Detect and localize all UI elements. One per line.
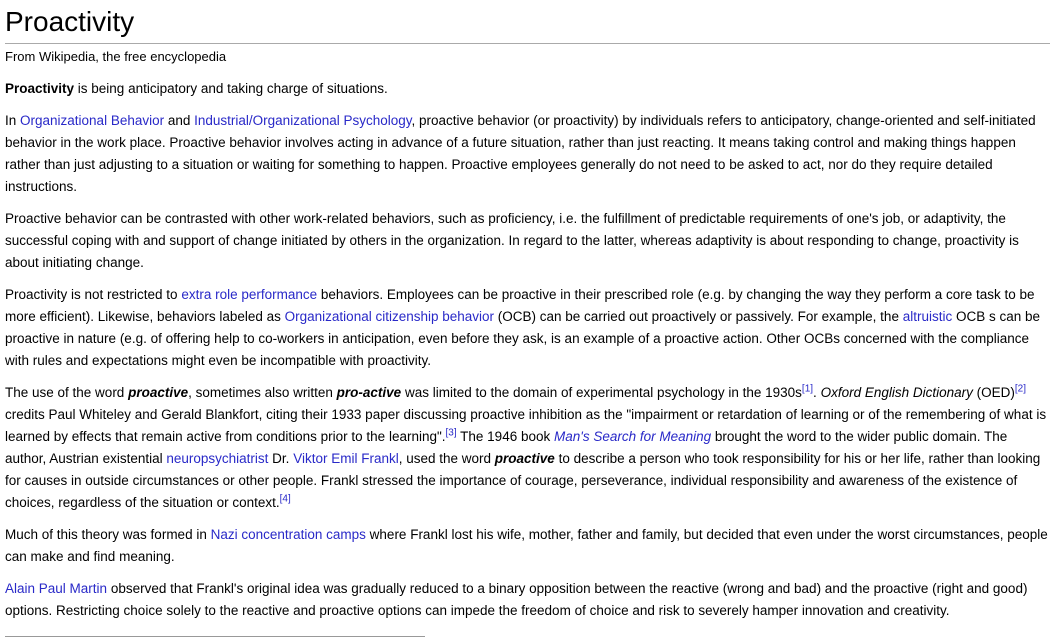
article-body	[5, 78, 1050, 622]
wiki-link[interactable]: Organizational citizenship behavior	[284, 309, 495, 324]
wiki-link[interactable]: Man's Search for Meaning	[553, 429, 712, 444]
text-segment: Much of this theory was formed in	[5, 527, 211, 542]
text-segment: , sometimes also written	[188, 385, 337, 400]
text-segment: behaviors. Employees can be proactive in their prescribed role (e.g. by changing the way they perform a core task to be more efficient). Likewise, behaviors labeled as	[5, 287, 1035, 324]
wiki-link[interactable]: neuropsychiatrist	[166, 451, 269, 466]
paragraph-7	[5, 578, 1050, 622]
text-segment: credits Paul Whiteley and Gerald Blankfort, citing their 1933 paper discussing proactive inhibition as the "impairment or retardation of learning or of the remembering of what is learned by effects that remain active from conditions prior to the learning".	[5, 407, 1047, 444]
text-segment: , proactive behavior (or proactivity) by individuals refers to anticipatory, change-oriented and self-initiated behavior in the work place. Proactive behavior involves acting in advance of a future situation, rather than just reacting. It means taking control and making things happen rather than just adjusting to a situation or waiting for something to happen. Proactive employees generally do not need to be asked to act, nor do they require detailed instructions.	[5, 113, 1036, 194]
text-segment: The 1946 book	[456, 429, 554, 444]
wiki-link[interactable]: Industrial/Organizational Psychology	[194, 113, 412, 128]
page-title: Proactivity	[5, 6, 1050, 44]
text-segment: and	[164, 113, 195, 128]
paragraph-5	[5, 382, 1050, 514]
reference-link[interactable]: [4]	[279, 493, 291, 505]
text-segment: where Frankl lost his wife, mother, father and family, but decided that even under the worst circumstances, people can make and find meaning.	[5, 527, 1048, 564]
text-segment: OCB s can be proactive in nature (e.g. of offering help to co-workers in anticipation, even before they ask, is an example of a proactive action. Other OCBs concerned with the compliance with rules and expectations might even be incompatible with proactivity.	[5, 309, 1041, 368]
text-segment: observed that Frankl's original idea was gradually reduced to a binary opposition between the reactive (wrong and bad) and the proactive (right and good) options. Restricting choice solely to the reactive and proactive options can impede the freedom of choice and risk to severely hamper innovation and creativity.	[5, 581, 1028, 618]
paragraph-3	[5, 208, 1050, 274]
text-segment: .	[813, 385, 821, 400]
text-segment: pro-active	[336, 385, 402, 400]
text-segment: In	[5, 113, 21, 128]
wiki-link[interactable]: Organizational Behavior	[20, 113, 165, 128]
text-segment: Proactive behavior can be contrasted with other work-related behaviors, such as proficiency, i.e. the fulfillment of predictable requirements of one's job, or adaptivity, the successful coping with and support of change initiated by others in the organization. In regard to the latter, whereas adaptivity is about responding to change, proactivity is about initiating change.	[5, 211, 1019, 270]
text-segment: (OCB) can be carried out proactively or passively. For example, the	[494, 309, 903, 324]
paragraph-2	[5, 110, 1050, 198]
site-subtitle: From Wikipedia, the free encyclopedia	[5, 49, 227, 64]
reference-link[interactable]: [1]	[801, 383, 814, 395]
wiki-link[interactable]: Alain Paul Martin	[5, 581, 108, 596]
text-segment: Oxford English Dictionary	[820, 385, 973, 400]
text-segment: (OED)	[972, 385, 1015, 400]
text-segment: brought the word to the wider public domain. The author, Austrian existential	[5, 429, 1008, 466]
text-segment: is being anticipatory and taking charge of situations.	[74, 81, 388, 96]
text-segment: Proactivity	[5, 81, 75, 96]
reference-link[interactable]: [2]	[1014, 383, 1026, 395]
text-segment: Proactivity is not restricted to	[5, 287, 182, 302]
wiki-link[interactable]: altruistic	[902, 309, 953, 324]
text-segment: was limited to the domain of experimental psychology in the 1930s	[401, 385, 802, 400]
text-segment: , used the word	[398, 451, 495, 466]
reference-link[interactable]: [3]	[445, 427, 457, 439]
wiki-link[interactable]: Nazi concentration camps	[210, 527, 366, 542]
text-segment: proactive	[494, 451, 555, 466]
wiki-link[interactable]: extra role performance	[181, 287, 318, 302]
text-segment: Dr.	[268, 451, 294, 466]
paragraph-6	[5, 524, 1050, 568]
text-segment: proactive	[128, 385, 189, 400]
paragraph-4	[5, 284, 1050, 372]
text-segment: The use of the word	[5, 385, 129, 400]
paragraph-1	[5, 78, 1050, 100]
wiki-link[interactable]: Viktor Emil Frankl	[293, 451, 399, 466]
text-segment: to describe a person who took responsibility for his or her life, rather than looking for causes in outside circumstances or other people. Frankl stressed the importance of courage, perseverance, individual responsibility and awareness of the existence of choices, regardless of the situation or context.	[5, 451, 1041, 510]
